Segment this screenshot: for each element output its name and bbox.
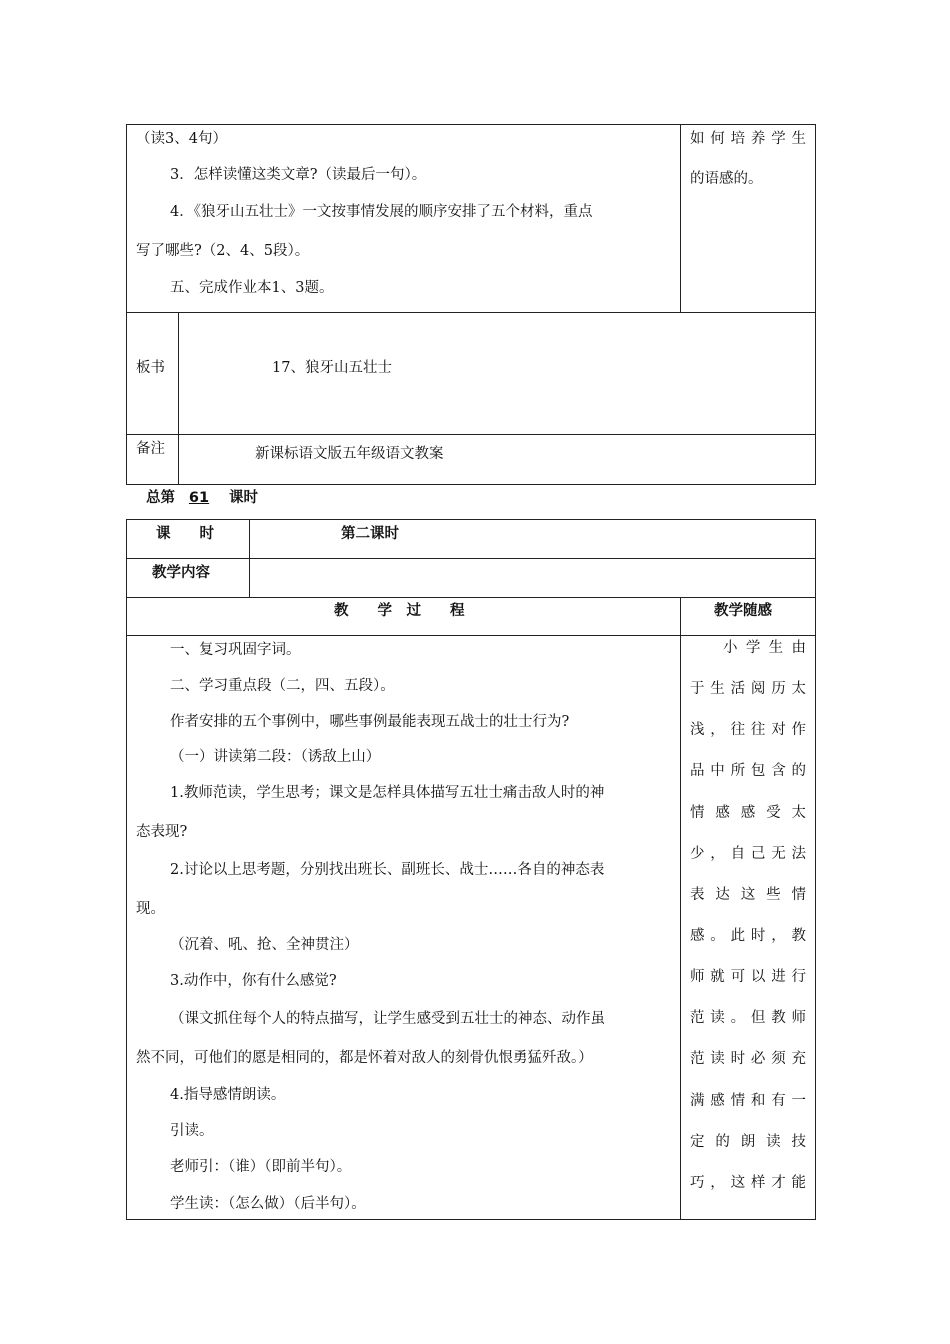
teaching-note-line: 满感情和有一 <box>690 1093 806 1109</box>
process-line: 学生读：（怎么做）（后半句）。 <box>170 1196 366 1212</box>
process-line: 4．《狼牙山五壮士》一文按事情发展的顺序安排了五个材料，重点 <box>170 204 593 220</box>
session-prefix: 总第 <box>146 490 175 506</box>
teaching-note-line: 品中所包含的 <box>690 763 806 779</box>
teaching-note-line: 定的朗读技 <box>690 1134 806 1150</box>
teaching-note-line: 于生活阅历太 <box>690 681 806 697</box>
teaching-note-line: 如何培养学生 <box>690 131 806 147</box>
row-divider <box>126 635 816 636</box>
teaching-note-line: 范读。但教师 <box>690 1010 806 1026</box>
teaching-note-line: 范读时必须充 <box>690 1051 806 1067</box>
board-label: 板书 <box>136 360 165 376</box>
teaching-note-line: 表达这些情 <box>690 887 806 903</box>
lesson-label: 课 时 <box>156 526 214 542</box>
teaching-note-line: 感。此时，教 <box>690 928 806 944</box>
row-divider <box>126 597 816 598</box>
teaching-note-line: 巧，这样才能 <box>690 1175 806 1191</box>
teaching-note-line: 小学生由 <box>723 640 806 656</box>
process-line: 然不同，可他们的愿是相同的，都是怀着对敌人的刻骨仇恨勇猛歼敌。） <box>136 1050 593 1066</box>
session-suffix: 课时 <box>229 490 258 506</box>
row-divider <box>126 434 816 435</box>
process-line: （沉着、吼、抢、全神贯注） <box>170 937 359 953</box>
notes-header: 教学随感 <box>714 603 772 619</box>
row-divider <box>126 558 816 559</box>
column-divider <box>178 312 179 485</box>
process-line: 一、复习巩固字词。 <box>170 642 301 658</box>
process-line: 五、完成作业本1、3题。 <box>170 280 334 296</box>
row-divider <box>126 312 816 313</box>
teaching-note-line: 情感感受太 <box>690 805 806 821</box>
process-line: 态表现? <box>136 824 188 840</box>
remark-content: 新课标语文版五年级语文教案 <box>255 446 444 462</box>
teaching-note-line: 师就可以进行 <box>690 969 806 985</box>
process-line: （课文抓住每个人的特点描写，让学生感受到五壮士的神态、动作虽 <box>170 1011 605 1027</box>
process-line: 老师引：（谁）（即前半句）。 <box>170 1159 352 1175</box>
process-line: 写了哪些?（2、4、5段）。 <box>136 243 310 259</box>
process-line: 3．怎样读懂这类文章?（读最后一句）。 <box>170 167 427 183</box>
teaching-note-line: 少，自己无法 <box>690 846 806 862</box>
process-line: 1.教师范读，学生思考；课文是怎样具体描写五壮士痛击敌人时的神 <box>170 785 605 801</box>
process-line: 3.动作中，你有什么感觉? <box>170 973 337 989</box>
content-label: 教学内容 <box>152 565 210 581</box>
process-line: （一）讲读第二段：（诱敌上山） <box>170 749 381 765</box>
process-line: 二、学习重点段（二，四、五段）。 <box>170 678 395 694</box>
remark-label: 备注 <box>136 441 165 457</box>
column-divider <box>680 597 681 1220</box>
process-line: 作者安排的五个事例中，哪些事例最能表现五战士的壮士行为? <box>170 714 570 730</box>
process-line: 现。 <box>136 901 165 917</box>
process-line: 引读。 <box>170 1123 214 1139</box>
process-header: 教 学 过 程 <box>334 603 465 619</box>
teaching-note-line: 浅，往往对作 <box>690 722 806 738</box>
board-content: 17、狼牙山五壮士 <box>272 360 392 376</box>
teaching-note-line: 的语感的。 <box>690 171 763 187</box>
lesson-value: 第二课时 <box>341 526 399 542</box>
process-line: 4.指导感情朗读。 <box>170 1087 286 1103</box>
process-line: 2.讨论以上思考题，分别找出班长、副班长、战士……各自的神态表 <box>170 862 605 878</box>
column-divider <box>680 124 681 313</box>
session-counter <box>146 488 258 508</box>
process-line: （读3、4句） <box>136 131 227 147</box>
session-number: 61 <box>188 490 210 506</box>
